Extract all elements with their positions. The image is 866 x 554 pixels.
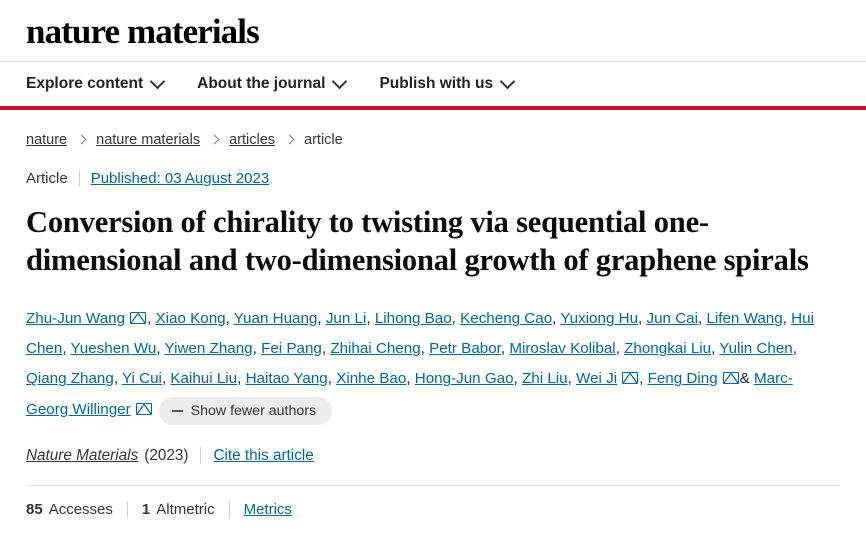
author-link[interactable]: Zhongkai Liu: [624, 340, 712, 358]
author-link[interactable]: Miroslav Kolibal: [509, 340, 616, 358]
author-link[interactable]: Yueshen Wu: [70, 340, 157, 358]
email-icon[interactable]: [130, 312, 146, 324]
altmetric-label: Altmetric: [156, 500, 215, 518]
author-separator: ,: [113, 370, 122, 388]
author-link[interactable]: Jun Li: [325, 310, 367, 328]
author-link[interactable]: Yuxiong Hu: [560, 310, 639, 328]
author-list: [26, 304, 816, 424]
breadcrumb-item-nature-materials[interactable]: nature materials: [96, 131, 201, 148]
author-link[interactable]: Hong-Jun Gao: [414, 370, 514, 388]
author-separator: ,: [321, 340, 331, 358]
journal-name-link[interactable]: Nature Materials: [26, 446, 139, 464]
metrics-divider-1: [127, 501, 128, 518]
author-separator: ,: [161, 370, 171, 388]
article-type-label: Article: [26, 169, 68, 187]
nav-item-publish-with-us[interactable]: [379, 75, 513, 93]
minus-icon: [172, 410, 183, 412]
author-link[interactable]: Haitao Yang: [245, 370, 328, 388]
accesses-label: Accesses: [48, 500, 113, 518]
author-separator: ,: [237, 370, 246, 388]
email-icon[interactable]: [723, 372, 739, 384]
journal-year: (2023): [144, 446, 189, 464]
author-link[interactable]: Marc-Georg Willinger: [26, 370, 793, 418]
author-separator: ,: [327, 370, 337, 388]
article-page: [0, 110, 866, 518]
breadcrumb-separator-icon: [285, 135, 295, 145]
author-separator: ,: [156, 340, 165, 358]
page-title: Conversion of chirality to twisting via sequential one-dimensional and two-dimensional growth of graphene spirals: [26, 204, 809, 278]
breadcrumb-separator-icon: [77, 135, 87, 145]
author-separator: ,: [792, 340, 797, 358]
author-link[interactable]: Zhihai Cheng: [330, 340, 421, 358]
author-link[interactable]: Kecheng Cao: [460, 310, 553, 328]
article-metrics: [26, 486, 840, 518]
show-fewer-authors-button[interactable]: [159, 397, 332, 425]
nav-item-label: Publish with us: [379, 74, 494, 92]
author-separator: ,: [317, 310, 326, 328]
nav-item-label: About the journal: [197, 74, 326, 92]
author-link[interactable]: Feng Ding: [647, 370, 718, 388]
author-link[interactable]: Wei Ji: [576, 370, 618, 388]
author-link[interactable]: Petr Babor: [429, 340, 501, 358]
journal-citation: [26, 447, 840, 465]
author-separator: ,: [697, 310, 707, 328]
author-separator: ,: [451, 310, 461, 328]
author-separator: ,: [639, 370, 648, 388]
author-separator: ,: [147, 310, 156, 328]
chevron-down-icon: [332, 73, 348, 89]
author-separator: ,: [782, 310, 792, 328]
nav-item-explore-content[interactable]: [26, 75, 163, 93]
article-meta: [26, 170, 840, 187]
chevron-down-icon: [150, 73, 166, 89]
author-separator: ,: [62, 340, 71, 358]
breadcrumb: [26, 110, 840, 148]
author-link[interactable]: Kaihui Liu: [170, 370, 238, 388]
author-link[interactable]: Hui Chen: [26, 310, 814, 358]
breadcrumb-separator-icon: [210, 135, 220, 145]
author-link[interactable]: Yiwen Zhang: [164, 340, 253, 358]
author-separator: ,: [567, 370, 577, 388]
author-link[interactable]: Lihong Bao: [374, 310, 452, 328]
author-link[interactable]: Jun Cai: [646, 310, 698, 328]
nav-item-about-the-journal[interactable]: [197, 75, 345, 93]
chevron-down-icon: [500, 73, 516, 89]
author-separator: ,: [513, 370, 522, 388]
metrics-link[interactable]: Metrics: [243, 500, 292, 518]
nav-item-label: Explore content: [26, 74, 144, 92]
author-link[interactable]: Xiao Kong: [155, 310, 226, 328]
author-separator: ,: [500, 340, 510, 358]
author-separator: ,: [420, 340, 430, 358]
breadcrumb-item-articles[interactable]: articles: [229, 131, 276, 148]
author-separator: ,: [638, 310, 647, 328]
author-separator: ,: [406, 370, 415, 388]
author-separator: ,: [225, 310, 234, 328]
author-separator: ,: [252, 340, 262, 358]
author-link[interactable]: Yi Cui: [121, 370, 162, 388]
show-fewer-authors-label: Show fewer authors: [190, 402, 317, 419]
author-separator: ,: [615, 340, 625, 358]
accesses-count: 85: [26, 500, 43, 518]
altmetric-count: 1: [141, 500, 151, 518]
primary-navigation: [0, 61, 866, 106]
author-link[interactable]: Zhi Liu: [522, 370, 568, 388]
breadcrumb-item-nature[interactable]: nature: [26, 131, 68, 148]
published-date-link[interactable]: Published: 03 August 2023: [90, 169, 270, 187]
author-separator: ,: [711, 340, 720, 358]
author-separator: ,: [366, 310, 375, 328]
journal-logo[interactable]: nature materials: [26, 12, 259, 51]
author-separator: ,: [552, 310, 561, 328]
metrics-divider-2: [229, 501, 230, 518]
author-link[interactable]: Xinhe Bao: [336, 370, 407, 388]
author-link[interactable]: Yulin Chen: [719, 340, 793, 358]
author-link[interactable]: Zhu-Jun Wang: [26, 310, 126, 328]
email-icon[interactable]: [622, 372, 638, 384]
meta-divider: [79, 170, 80, 187]
author-conjunction: &: [739, 370, 750, 388]
citation-divider: [200, 447, 201, 464]
author-link[interactable]: Lifen Wang: [706, 310, 783, 328]
author-link[interactable]: Qiang Zhang: [26, 370, 114, 388]
breadcrumb-item-article: article: [304, 131, 343, 148]
author-link[interactable]: Yuan Huang: [233, 310, 318, 328]
email-icon[interactable]: [136, 403, 152, 415]
author-link[interactable]: Fei Pang: [261, 340, 322, 358]
cite-this-article-link[interactable]: Cite this article: [213, 446, 314, 464]
masthead: [0, 0, 866, 61]
